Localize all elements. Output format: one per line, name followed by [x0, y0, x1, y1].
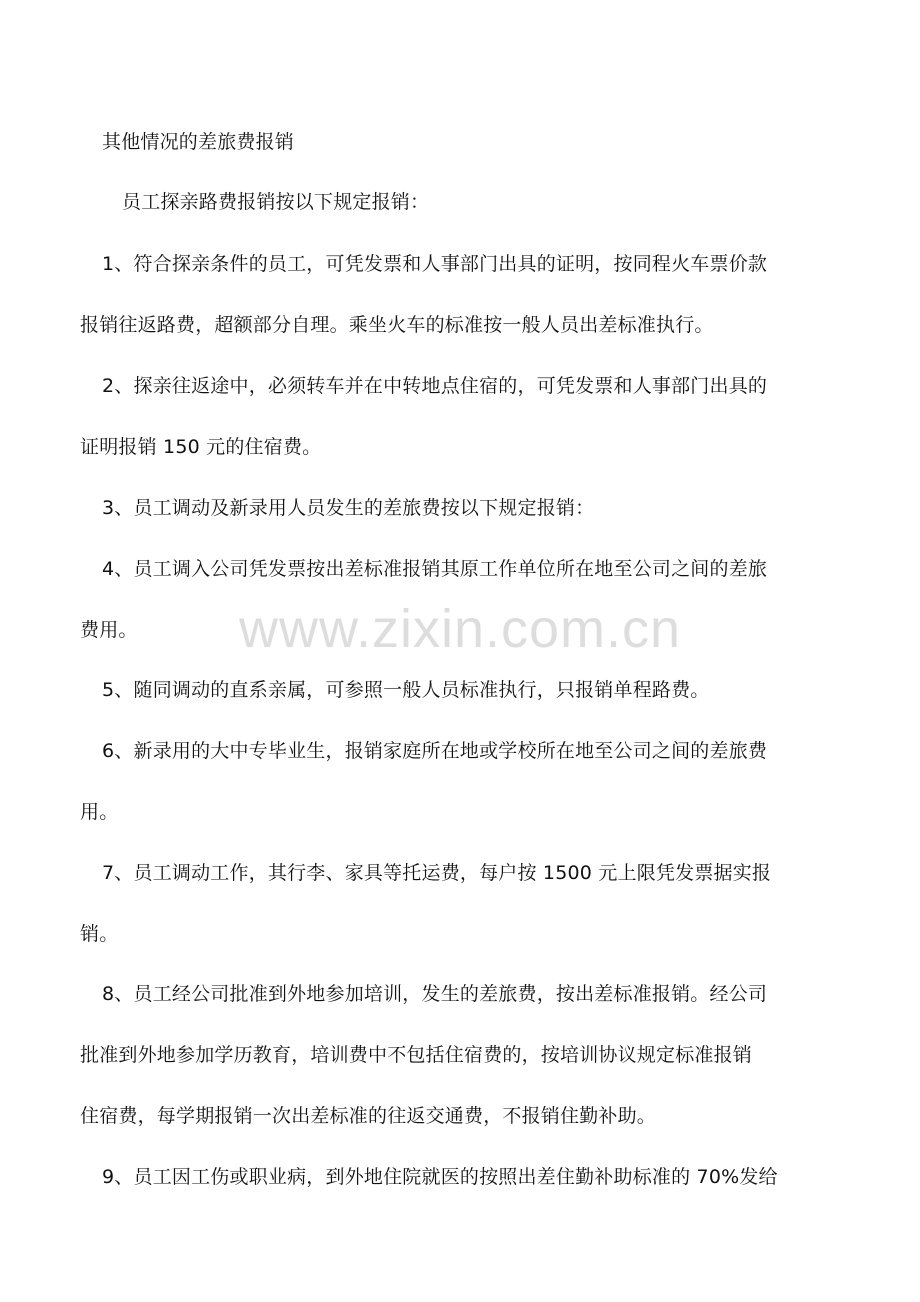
paragraph-line: 批准到外地参加学历教育，培训费中不包括住宿费的，按培训协议规定标准报销 — [80, 1044, 753, 1066]
paragraph-line: 用。 — [80, 801, 119, 823]
paragraph-line: 费用。 — [80, 619, 138, 641]
paragraph-line: 6、新录用的大中专毕业生，报销家庭所在地或学校所在地至公司之间的差旅费 — [102, 740, 768, 762]
paragraph-line: 9、员工因工伤或职业病，到外地住院就医的按照出差住勤补助标准的 70%发给 — [102, 1166, 778, 1188]
watermark: www.zixin.com.cn — [238, 599, 682, 659]
paragraph-line: 7、员工调动工作，其行李、家具等托运费，每户按 1500 元上限凭发票据实报 — [102, 862, 772, 884]
paragraph-line: 8、员工经公司批准到外地参加培训，发生的差旅费，按出差标准报销。经公司 — [102, 983, 768, 1005]
paragraph-line: 销。 — [80, 923, 119, 945]
paragraph-line: 证明报销 150 元的住宿费。 — [80, 436, 322, 458]
paragraph-line: 报销往返路费，超额部分自理。乘坐火车的标准按一般人员出差标准执行。 — [80, 314, 714, 336]
paragraph-line: 住宿费，每学期报销一次出差标准的往返交通费，不报销住勤补助。 — [80, 1105, 657, 1127]
paragraph-line: 4、员工调入公司凭发票按出差标准报销其原工作单位所在地至公司之间的差旅 — [102, 558, 768, 580]
paragraph-line: 2、探亲往返途中，必须转车并在中转地点住宿的，可凭发票和人事部门出具的 — [102, 375, 768, 397]
paragraph-line: 3、员工调动及新录用人员发生的差旅费按以下规定报销： — [102, 497, 595, 519]
paragraph-line: 1、符合探亲条件的员工，可凭发票和人事部门出具的证明，按同程火车票价款 — [102, 253, 768, 275]
paragraph-line: 5、随同调动的直系亲属，可参照一般人员标准执行，只报销单程路费。 — [102, 679, 710, 701]
intro-paragraph: 员工探亲路费报销按以下规定报销： — [122, 191, 430, 213]
document-title: 其他情况的差旅费报销 — [102, 131, 295, 153]
